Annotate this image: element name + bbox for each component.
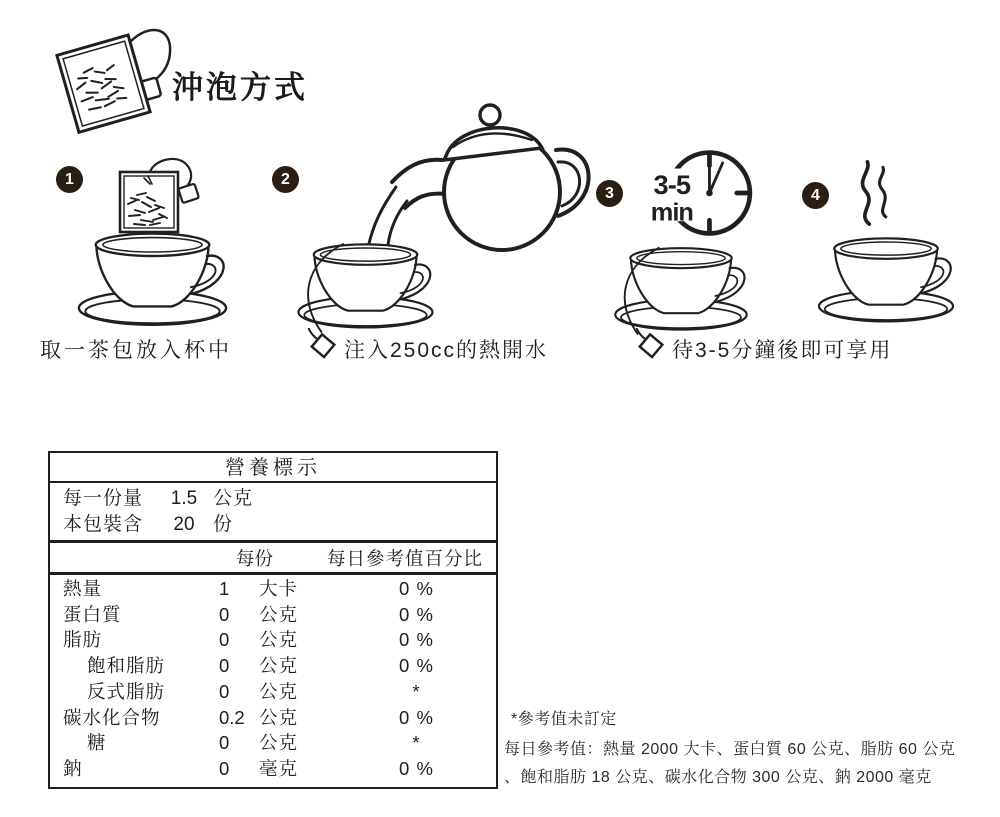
table-row-trans-fat: [50, 679, 496, 705]
table-row-saturated-fat: [50, 653, 496, 679]
step-4-steam-icon: [848, 160, 896, 226]
row-unit: 毫克: [259, 757, 299, 779]
row-label: 鈉: [63, 757, 83, 779]
serving-info: [50, 483, 496, 543]
step-4-badge: [802, 182, 829, 209]
row-unit: 公克: [259, 629, 299, 651]
row-label: 蛋白質: [63, 603, 122, 625]
table-row-carbohydrate: [50, 705, 496, 731]
step-1-number: 1: [65, 170, 74, 188]
table-row-calories: [50, 576, 496, 602]
serving-size-row: [63, 486, 496, 512]
row-value: 0: [219, 757, 230, 779]
page-title: 沖泡方式: [172, 70, 308, 105]
nutrition-rows: [50, 575, 496, 782]
row-daily: *: [412, 732, 421, 754]
servings-per-pack-value: 20: [173, 514, 195, 535]
servings-per-pack-row: [63, 512, 496, 538]
step-2-number: 2: [281, 170, 290, 188]
row-daily: *: [412, 680, 421, 702]
step-4-number: 4: [811, 186, 820, 204]
step-2-cup-icon: [278, 232, 453, 334]
nutrition-facts-table: [48, 451, 498, 789]
footnote-daily-reference-line2: 、飽和脂肪 18 公克、碳水化合物 300 公克、鈉 2000 毫克: [504, 769, 932, 786]
row-label: 脂肪: [63, 629, 103, 651]
row-daily: 0 %: [399, 603, 434, 625]
serving-size-unit: 公克: [213, 488, 254, 509]
row-daily: 0 %: [399, 757, 434, 779]
row-label: 反式脂肪: [87, 680, 166, 702]
row-label: 碳水化合物: [63, 706, 161, 728]
row-value: 0: [219, 629, 230, 651]
footnote-undetermined: *參考值未訂定: [511, 711, 617, 728]
step-3-number: 3: [605, 184, 614, 202]
servings-per-pack-unit: 份: [213, 514, 234, 535]
row-daily: 0 %: [399, 629, 434, 651]
row-label: 糖: [87, 732, 107, 754]
row-value: 0: [219, 680, 230, 702]
col-daily-percent: 每日參考值百分比: [326, 548, 483, 569]
serving-size-value: 1.5: [170, 488, 198, 509]
diamond-tea-tag-icon: [634, 328, 668, 362]
table-row-fat: [50, 627, 496, 653]
tea-bag-with-tag-icon: [42, 20, 177, 138]
step-2-badge: [272, 166, 299, 193]
column-header-row: [50, 543, 496, 575]
table-row-sugar: [50, 730, 496, 756]
row-value: 1: [219, 578, 230, 599]
table-row-sodium: [50, 756, 496, 782]
step-2-caption: 注入250cc的熱開水: [344, 339, 549, 362]
row-unit: 公克: [259, 655, 299, 677]
row-value: 0: [219, 655, 230, 677]
row-value: 0: [219, 603, 230, 625]
row-daily: 0 %: [399, 706, 434, 728]
footnote-daily-reference-line1: 每日參考值：熱量 2000 大卡、蛋白質 60 公克、脂肪 60 公克: [504, 741, 956, 758]
row-unit: 公克: [259, 680, 299, 702]
col-per-serving: 每份: [236, 548, 274, 569]
table-row-protein: [50, 602, 496, 628]
step-3-badge: [596, 180, 623, 207]
serving-size-label: 每一份量: [63, 488, 144, 509]
step-1-badge: [56, 166, 83, 193]
servings-per-pack-label: 本包裝含: [63, 514, 144, 535]
diamond-tea-tag-icon: [306, 328, 340, 362]
row-value: 0.2: [219, 706, 245, 728]
clock-range-label: 3-5: [653, 168, 691, 200]
step-3-cup-icon: [605, 236, 757, 336]
nutrition-title: 營養標示: [50, 453, 496, 483]
row-value: 0: [219, 732, 230, 754]
step-1-cup-icon: [55, 220, 250, 332]
row-daily: 0 %: [399, 655, 434, 677]
step-4-cup-icon: [812, 226, 960, 328]
row-unit: 公克: [259, 706, 299, 728]
step-3-timer-clock-icon: [645, 146, 757, 240]
row-label: 熱量: [63, 578, 103, 599]
row-unit: 大卡: [259, 578, 299, 599]
step-3-caption: 待3-5分鐘後即可享用: [672, 339, 893, 362]
row-unit: 公克: [259, 603, 299, 625]
row-daily: 0 %: [399, 578, 434, 599]
clock-unit-label: min: [650, 198, 694, 227]
step-1-caption: 取一茶包放入杯中: [40, 339, 232, 362]
row-unit: 公克: [259, 732, 299, 754]
row-label: 飽和脂肪: [87, 655, 166, 677]
